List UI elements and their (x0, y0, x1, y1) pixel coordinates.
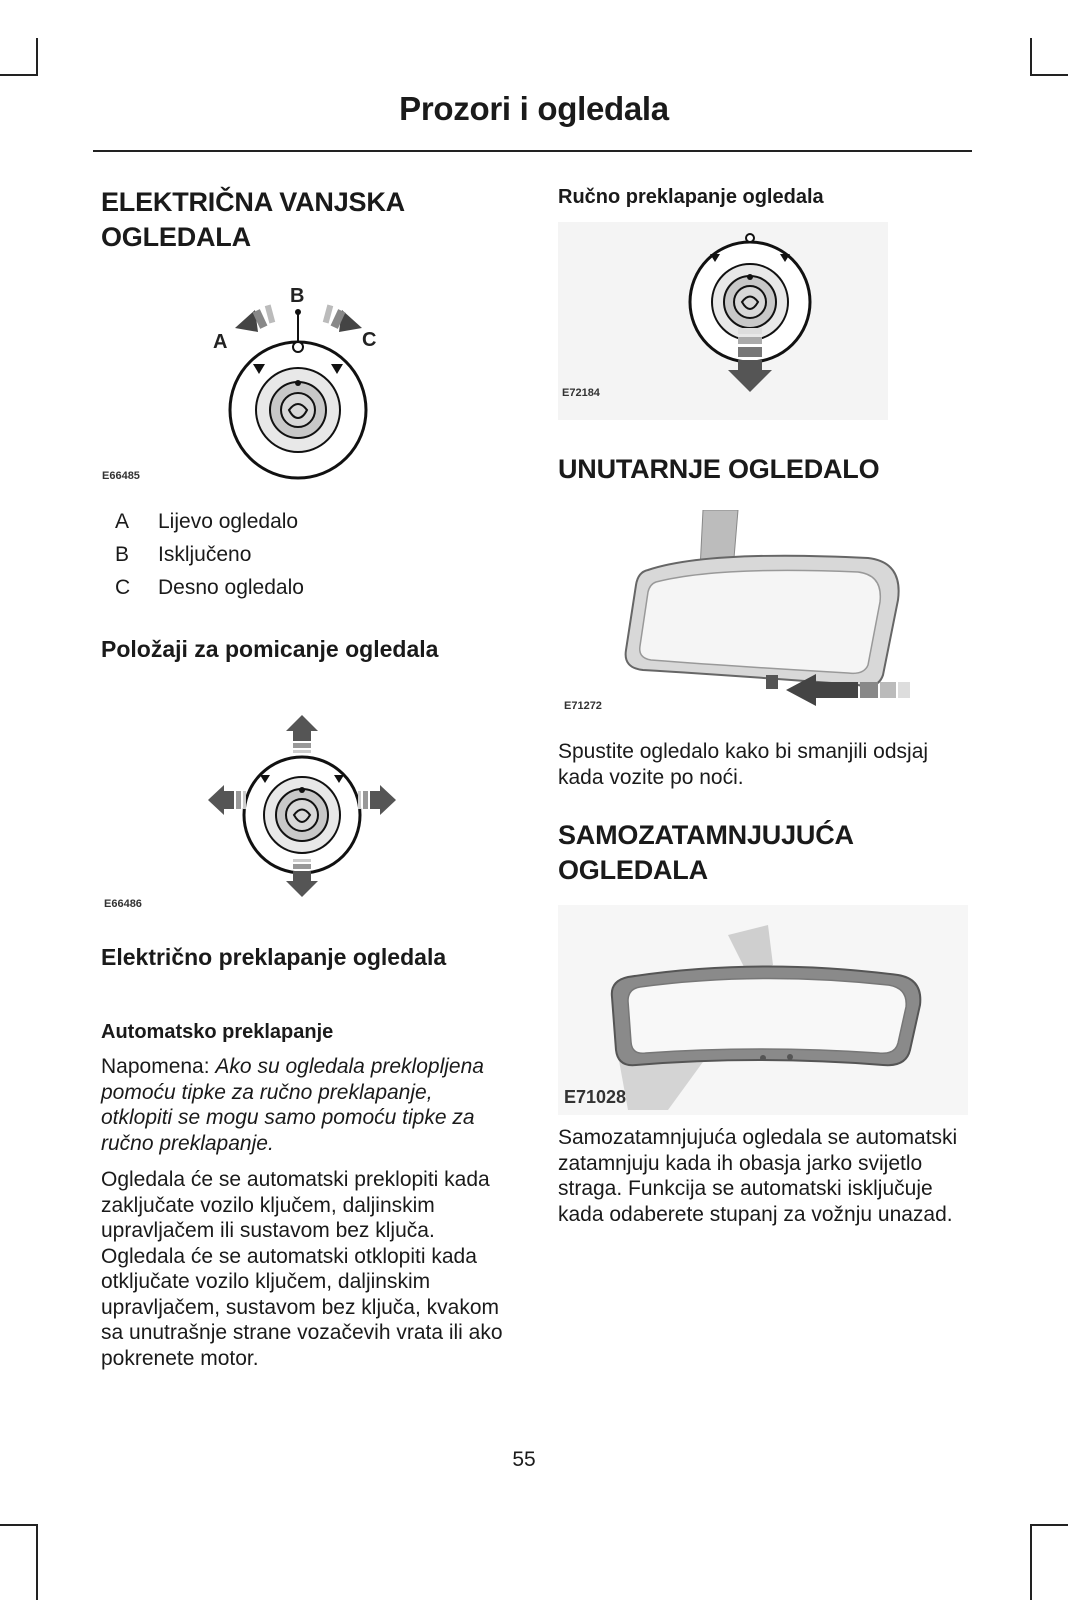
figure-id: E71028 (564, 1087, 627, 1107)
figure-interior-mirror (558, 510, 968, 720)
crop-mark (1030, 1524, 1032, 1600)
page-title: Prozori i ogledala (399, 90, 669, 127)
crop-mark (36, 1524, 38, 1600)
note-text: Ako su ogledala preklopljena pomoću tipke za ručno preklapanje, otklopiti se mogu samo pomoću tipke za ručno preklapanje. (101, 1055, 484, 1155)
legend-row (115, 505, 304, 538)
subsection-title-electric-folding: Električno preklapanje ogledala (101, 944, 447, 970)
figure-mirror-adjust (100, 715, 430, 915)
interior-mirror-diagram (558, 510, 968, 720)
crop-mark (0, 1524, 38, 1526)
label-a: A (213, 331, 228, 353)
subsection-title-manual-folding: Ručno preklapanje ogledala (558, 186, 824, 208)
figure-mirror-switch (100, 270, 430, 490)
legend-key: C (115, 576, 131, 599)
figure-auto-dimming-mirror (558, 905, 968, 1115)
body-text-auto-dimming: Samozatamnjujuća ogledala se automatski zatamnjuju kada ih obasja jarko svijetlo straga. Funkcija se automatski isključuje kada odaberete stupanj za vožnju unazad. (558, 1126, 958, 1226)
subsection-title-positions: Položaji za pomicanje ogledala (101, 636, 439, 662)
crop-mark (1030, 74, 1068, 76)
legend (115, 505, 304, 604)
auto-dimming-mirror-diagram (558, 905, 968, 1115)
body-text-automatic-folding: Ogledala će se automatski preklopiti kada zaključate vozilo ključem, daljinskim upravljačem ili sustavom bez ključa. Ogledala će se automatski otklopiti kada otključate vozilo ključem, daljinskim upravljačem, sustavom bez ključa, kvakom sa unutrašnje strane vozačevih vrata ili ako pokrenete motor. (101, 1168, 503, 1370)
mirror-adjust-diagram (100, 715, 430, 915)
legend-key: B (115, 543, 130, 566)
figure-id: E72184 (562, 387, 600, 399)
crop-mark (1030, 1524, 1068, 1526)
crop-mark (0, 74, 38, 76)
legend-text: Desno ogledalo (158, 576, 304, 599)
section-title-electric-mirrors: ELEKTRIČNA VANJSKA OGLEDALA (101, 187, 404, 252)
legend-row (115, 571, 304, 604)
legend-key: A (115, 510, 130, 533)
label-b: B (290, 285, 305, 307)
subsubsection-title-automatic: Automatsko preklapanje (101, 1021, 334, 1043)
figure-id: E71272 (564, 700, 602, 712)
header-rule (93, 150, 972, 152)
label-c: C (362, 329, 377, 351)
figure-manual-fold (558, 222, 888, 420)
page-number: 55 (512, 1448, 536, 1471)
mirror-switch-diagram (100, 270, 430, 490)
legend-row (115, 538, 304, 571)
legend-text: Isključeno (158, 543, 252, 566)
figure-id: E66485 (102, 470, 140, 482)
legend-text: Lijevo ogledalo (158, 510, 299, 533)
body-text-interior-mirror: Spustite ogledalo kako bi smanjili odsjaj kada vozite po noći. (558, 740, 929, 789)
figure-id: E66486 (104, 898, 142, 910)
note-label: Napomena: (101, 1055, 210, 1078)
section-title-auto-dimming: SAMOZATAMNJUJUĆA OGLEDALA (558, 820, 853, 885)
section-title-interior-mirror: UNUTARNJE OGLEDALO (558, 454, 880, 484)
manual-fold-diagram (558, 222, 888, 420)
crop-mark (36, 38, 38, 76)
note (101, 1054, 501, 1156)
crop-mark (1030, 38, 1032, 76)
